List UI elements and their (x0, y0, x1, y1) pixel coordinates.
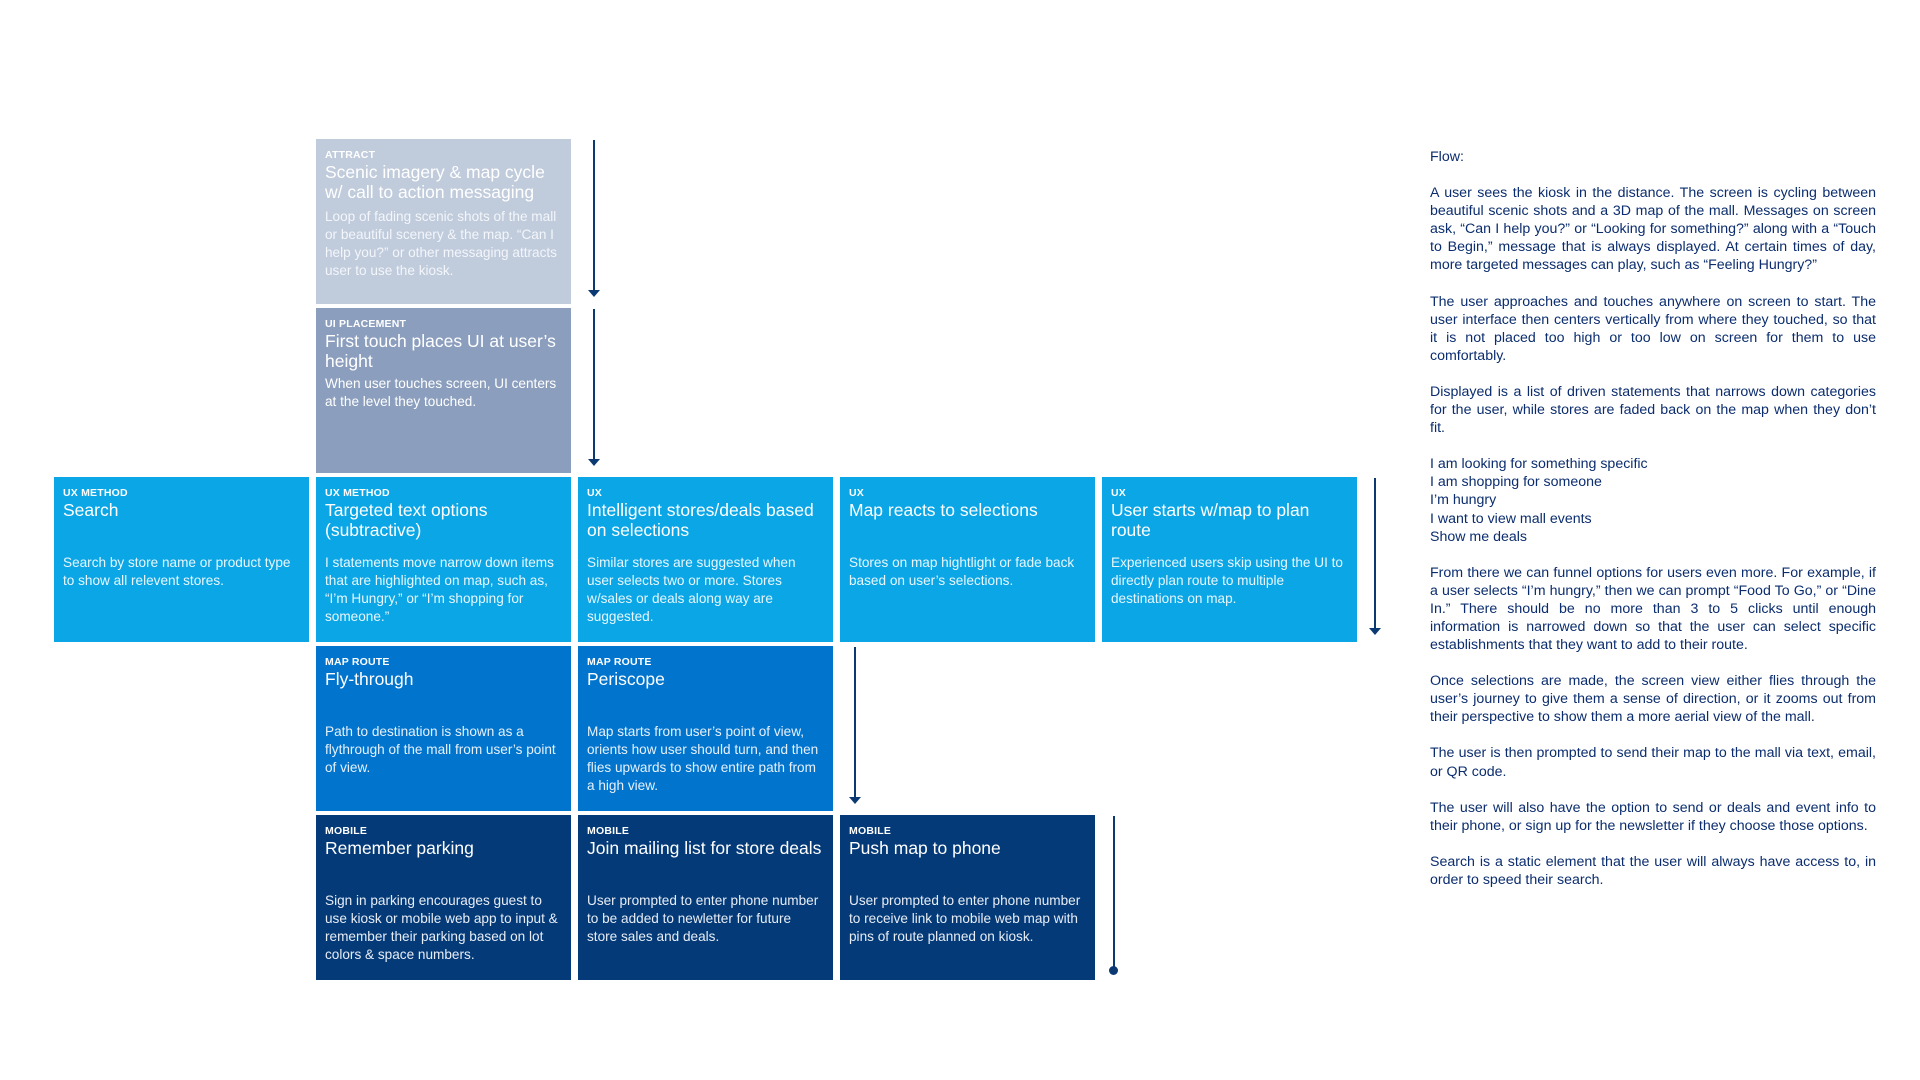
card-title: First touch places UI at user’s height (325, 331, 556, 371)
notes-paragraph: Displayed is a list of driven statements that narrows down categories for the user, while stores are faded back on the map when they don’t fit. (1430, 383, 1876, 437)
card-title: Join mailing list for store deals (587, 838, 822, 858)
list-item: I’m hungry (1430, 492, 1497, 509)
list-item: Show me deals (1430, 528, 1527, 545)
card-map-reacts (840, 477, 1095, 642)
card-description: I statements move narrow down items that are highlighted on map, such as, “I’m Hungry,” or “I’m shopping for someone.” (325, 555, 554, 624)
notes-paragraph: Search is a static element that the user will always have access to, in order to speed their search. (1430, 853, 1876, 888)
list-item: I am looking for something specific (1430, 456, 1648, 473)
card-targeted-text-options (316, 477, 571, 642)
card-tag: UX METHOD (325, 487, 390, 499)
notes-paragraph: From there we can funnel options for users even more. For example, if a user selects “I’m hungry,” then we can prompt “Food To Go,” or “Dine In.” There should be no more than 3 to 5 clicks until enough information is narrowed down so that the user can select specific establishments that they want to add to their route. (1430, 564, 1876, 654)
card-description: Search by store name or product type to show all relevent stores. (63, 555, 291, 588)
card-description: User prompted to enter phone number to be added to newletter for future store sales and deals. (587, 893, 819, 944)
card-tag: ATTRACT (325, 149, 376, 161)
card-tag: MAP ROUTE (587, 656, 652, 668)
card-tag: UI PLACEMENT (325, 318, 407, 330)
card-tag: MAP ROUTE (325, 656, 390, 668)
list-item: I want to view mall events (1430, 510, 1592, 527)
flow-arrow-down-icon (588, 290, 600, 297)
card-fly-through (316, 646, 571, 811)
card-description: Similar stores are suggested when user selects two or more. Stores w/sales or deals along way are suggested. (587, 555, 796, 624)
flow-arrow-down-icon (588, 459, 600, 466)
notes-paragraph: The user is then prompted to send their map to the mall via text, email, or QR code. (1430, 745, 1876, 780)
flow-line-mobile (1113, 816, 1115, 968)
notes-paragraph: A user sees the kiosk in the distance. The screen is cycling between beautiful scenic shots and a 3D map of the mall. Messages on screen ask, “Can I help you?” or “Looking for something?” along with a “Touch to Begin,” message that is always displayed. At certain times of day, more targeted messages can play, such as “Feeling Hungry?” (1430, 185, 1876, 274)
card-intelligent-stores (578, 477, 833, 642)
card-description: User prompted to enter phone number to receive link to mobile web map with pins of route planned on kiosk. (849, 893, 1081, 944)
flow-line-ux (1374, 478, 1376, 628)
card-title: User starts w/map to plan route (1111, 500, 1310, 540)
card-description: Map starts from user’s point of view, orients how user should turn, and then flies upwards to show entire path from a high view. (587, 724, 819, 793)
card-title: Fly-through (325, 669, 414, 689)
card-title: Push map to phone (849, 838, 1001, 858)
flow-arrow-down-icon (849, 797, 861, 804)
card-description: When user touches screen, UI centers at the level they touched. (325, 376, 557, 409)
card-search (54, 477, 309, 642)
card-title: Remember parking (325, 838, 474, 858)
card-tag: MOBILE (849, 825, 892, 837)
card-remember-parking (316, 815, 571, 980)
notes-paragraph: The user approaches and touches anywhere on screen to start. The user interface then centers vertically from where they touched, so that it is not placed too high or too low on screen for them to use comfortably. (1430, 293, 1876, 364)
card-title: Search (63, 500, 119, 520)
card-title: Targeted text options (subtractive) (325, 500, 488, 540)
card-title: Intelligent stores/deals based on selections (587, 500, 814, 540)
flow-line-ui-placement (593, 309, 595, 459)
card-title: Scenic imagery & map cycle w/ call to action messaging (325, 162, 545, 202)
card-tag: MOBILE (325, 825, 368, 837)
list-item: I am shopping for someone (1430, 474, 1602, 491)
card-description: Sign in parking encourages guest to use kiosk or mobile web app to input & remember their parking based on lot colors & space numbers. (325, 893, 558, 962)
card-attract (316, 139, 571, 304)
card-periscope (578, 646, 833, 811)
card-title: Map reacts to selections (849, 500, 1038, 520)
card-join-mailing-list (578, 815, 833, 980)
notes-heading: Flow: (1430, 149, 1464, 165)
card-description: Loop of fading scenic shots of the mall or beautiful scenery & the map. “Can I help you?” or other messaging attracts user to use the kiosk. (325, 209, 557, 278)
card-tag: UX (1111, 487, 1126, 499)
notes-paragraph: Once selections are made, the screen view either flies through the user’s journey to give them a sense of direction, or it zooms out from their perspective to show them a more aerial view of the mall. (1430, 673, 1876, 726)
card-tag: UX (849, 487, 864, 499)
flow-end-dot-icon (1109, 966, 1118, 975)
flow-line-attract (593, 140, 595, 290)
card-description: Stores on map hightlight or fade back based on user’s selections. (849, 555, 1075, 588)
card-description: Path to destination is shown as a flythrough of the mall from user’s point of view. (325, 724, 556, 775)
card-tag: MOBILE (587, 825, 630, 837)
card-description: Experienced users skip using the UI to directly plan route to multiple destinations on map. (1111, 555, 1343, 606)
notes-paragraph: The user will also have the option to send or deals and event info to their phone, or sign up for the newsletter if they choose those options. (1430, 799, 1876, 834)
card-plan-route (1102, 477, 1357, 642)
card-tag: UX (587, 487, 602, 499)
card-push-map-to-phone (840, 815, 1095, 980)
flow-notes (1430, 148, 1876, 907)
flow-arrow-down-icon (1369, 628, 1381, 635)
card-tag: UX METHOD (63, 487, 128, 499)
statement-list (1430, 455, 1876, 545)
card-title: Periscope (587, 669, 665, 689)
flow-line-map-route (854, 647, 856, 797)
card-ui-placement (316, 308, 571, 473)
